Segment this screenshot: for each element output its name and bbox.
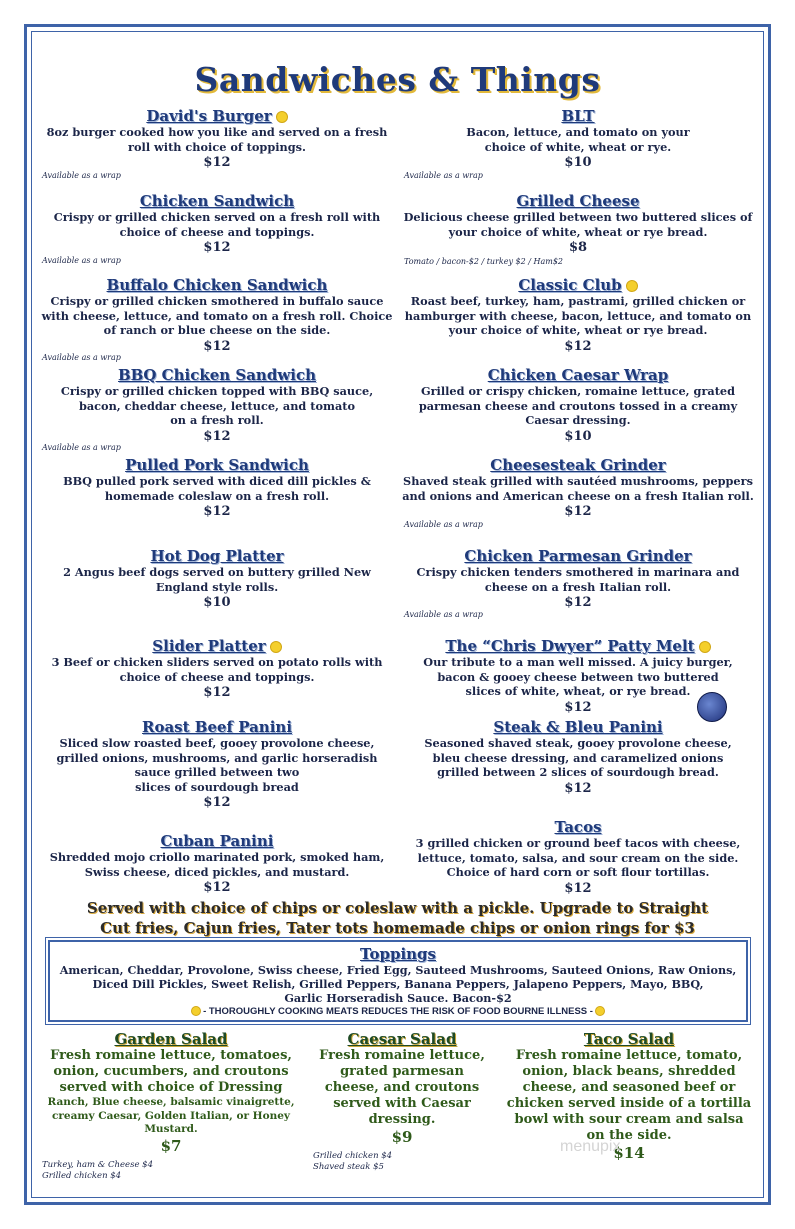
description-line: 8oz burger cooked how you like and served on a fresh <box>46 125 388 139</box>
star-icon <box>270 641 282 653</box>
menu-item <box>36 455 398 520</box>
toppings-box <box>48 940 748 1022</box>
item-price: $12 <box>564 595 592 610</box>
item-price: $10 <box>564 155 592 170</box>
item-name: BBQ Chicken Sandwich <box>118 366 316 384</box>
description-line: Crispy or grilled chicken served on a fresh roll with <box>53 210 381 224</box>
description-line: bacon & gooey cheese between two buttered <box>437 669 719 684</box>
description-line: grated parmesan <box>340 1064 464 1079</box>
toppings-line: Diced Dill Pickles, Sweet Relish, Grilled Peppers, Banana Peppers, Jalapeno Peppers, Mayo, BBQ, <box>92 977 704 991</box>
description-line: bacon, cheddar cheese, lettuce, and tomato <box>78 398 356 413</box>
item-name: Chicken Sandwich <box>139 192 295 210</box>
description-line: your choice of white, wheat or rye bread. <box>448 323 708 337</box>
dressing-line: creamy Caesar, Golden Italian, or Honey <box>51 1109 290 1122</box>
salad-description <box>500 1048 758 1144</box>
description-line: Fresh romaine lettuce, tomatoes, <box>50 1048 292 1063</box>
salad-price: $9 <box>391 1128 413 1146</box>
item-price: $12 <box>564 504 592 519</box>
description-line: chicken served inside of a tortilla <box>506 1096 752 1111</box>
item-price: $12 <box>564 338 592 354</box>
description-line: Seasoned shaved steak, gooey provolone cheese, <box>424 736 732 750</box>
warning-text: - THOROUGHLY COOKING MEATS REDUCES THE RISK OF FOOD BOURNE ILLNESS - <box>203 1006 593 1017</box>
description-line: BBQ pulled pork served with diced dill pickles & <box>63 474 371 488</box>
description-line: hamburger with cheese, bacon, lettuce, and tomato on <box>404 308 752 323</box>
salad-item <box>304 1030 500 1146</box>
description-line: choice of cheese and toppings. <box>119 224 315 239</box>
item-description <box>36 384 398 428</box>
description-line: Our tribute to a man well missed. A juicy burger, <box>423 655 733 669</box>
item-description <box>400 836 756 880</box>
salad-addon-note: Grilled chicken $4 <box>313 1151 393 1161</box>
item-name: Chicken Parmesan Grinder <box>464 547 692 565</box>
description-line: Caesar dressing. <box>525 413 631 427</box>
dressing-line: Mustard. <box>144 1123 198 1135</box>
item-name: Classic Club <box>518 276 622 294</box>
item-description <box>400 565 756 594</box>
description-line: Choice of hard corn or soft flour tortillas. <box>446 865 710 879</box>
item-note: Tomato / bacon-$2 / turkey $2 / Ham$2 <box>404 257 564 266</box>
item-price: $12 <box>203 338 231 354</box>
item-description <box>400 474 756 503</box>
menu-item <box>400 365 756 445</box>
description-line: Fresh romaine lettuce, <box>319 1048 485 1063</box>
description-line: served with Caesar <box>333 1096 471 1111</box>
description-line: on a fresh roll. <box>170 413 264 427</box>
description-line: onion, cucumbers, and croutons <box>53 1064 289 1079</box>
menu-item <box>36 831 398 896</box>
item-name: David's Burger <box>146 107 272 125</box>
description-line: Roast beef, turkey, ham, pastrami, grilled chicken or <box>410 294 746 308</box>
item-name: Pulled Pork Sandwich <box>125 456 309 474</box>
menu-item <box>400 817 756 897</box>
star-icon <box>191 1006 201 1016</box>
menu-item <box>36 546 398 611</box>
item-name: Buffalo Chicken Sandwich <box>106 276 328 294</box>
description-line: 2 Angus beef dogs served on buttery grilled New <box>63 565 371 579</box>
item-name: Cheesesteak Grinder <box>490 456 666 474</box>
item-price: $10 <box>564 428 592 444</box>
description-line: served with choice of Dressing <box>59 1080 283 1095</box>
toppings-line: American, Cheddar, Provolone, Swiss cheese, Fried Egg, Sauteed Mushrooms, Sauteed Onions, Raw Onions, <box>59 963 737 977</box>
menu-item <box>36 275 398 355</box>
item-price: $10 <box>203 595 231 610</box>
star-icon <box>626 280 638 292</box>
item-note: Available as a wrap <box>42 353 121 362</box>
salad-addon-note: Grilled chicken $4 <box>42 1171 122 1181</box>
menu-item <box>400 275 756 355</box>
menu-item <box>36 106 398 171</box>
description-line: and onions and American cheese on a fresh Italian roll. <box>402 488 754 503</box>
star-icon <box>276 111 288 123</box>
description-line: Grilled or crispy chicken, romaine lettuce, grated <box>420 384 736 398</box>
item-name: Hot Dog Platter <box>150 547 284 565</box>
item-description <box>400 125 756 154</box>
description-line: Crispy chicken tenders smothered in marinara and <box>416 565 740 579</box>
menu-item <box>400 191 756 256</box>
toppings-list <box>50 963 746 1005</box>
item-price: $12 <box>564 699 592 715</box>
description-line: choice of cheese and toppings. <box>119 669 315 684</box>
description-line: Delicious cheese grilled between two buttered slices of <box>403 210 753 224</box>
description-line: of ranch or blue cheese on the side. <box>103 323 331 337</box>
description-line: Swiss cheese, diced pickles, and mustard. <box>84 864 350 879</box>
dressing-line: Ranch, Blue cheese, balsamic vinaigrette, <box>47 1096 295 1108</box>
item-note: Available as a wrap <box>404 171 483 180</box>
menu-item <box>36 717 398 811</box>
description-line: grilled onions, mushrooms, and garlic horseradish <box>56 750 378 765</box>
star-icon <box>595 1006 605 1016</box>
item-name: The “Chris Dwyer” Patty Melt <box>445 637 695 655</box>
description-line: Sliced slow roasted beef, gooey provolone cheese, <box>59 736 375 750</box>
item-description <box>400 736 756 780</box>
description-line: cheese on a fresh Italian roll. <box>484 579 672 594</box>
tribute-badge-icon <box>697 692 727 722</box>
description-line: Fresh romaine lettuce, tomato, <box>515 1048 743 1063</box>
description-line: 3 Beef or chicken sliders served on potato rolls with <box>51 655 383 669</box>
menu-item <box>36 191 398 256</box>
item-price: $12 <box>203 795 231 810</box>
description-line: Shredded mojo criollo marinated pork, smoked ham, <box>49 850 385 864</box>
description-line: onion, black beans, shredded <box>522 1064 736 1079</box>
item-description <box>400 210 756 239</box>
item-price: $12 <box>203 428 231 444</box>
description-line: slices of white, wheat, or rye bread. <box>465 684 691 698</box>
dressing-options <box>36 1096 306 1137</box>
item-price: $12 <box>203 880 231 895</box>
salad-description <box>36 1048 306 1096</box>
description-line: with cheese, lettuce, and tomato on a fresh roll. Choice <box>41 308 393 323</box>
description-line: parmesan cheese and croutons tossed in a creamy <box>418 398 738 413</box>
item-description <box>400 384 756 428</box>
description-line: Crispy or grilled chicken topped with BBQ sauce, <box>60 384 374 398</box>
item-description <box>36 565 398 594</box>
menu-item <box>36 365 398 445</box>
item-name: Steak & Bleu Panini <box>493 718 663 736</box>
item-description <box>36 474 398 503</box>
salad-price: $7 <box>160 1136 182 1155</box>
item-name: Chicken Caesar Wrap <box>487 366 669 384</box>
item-price: $8 <box>568 240 588 255</box>
description-line: England style rolls. <box>155 579 279 594</box>
salad-name: Garden Salad <box>114 1030 228 1048</box>
item-price: $12 <box>203 504 231 519</box>
description-line: lettuce, tomato, salsa, and sour cream on the side. <box>417 850 739 865</box>
item-description <box>36 850 398 879</box>
item-note: Available as a wrap <box>42 256 121 265</box>
menu-item <box>400 717 756 797</box>
sides-note <box>40 898 755 938</box>
description-line: choice of white, wheat or rye. <box>484 139 672 154</box>
item-description <box>36 736 398 794</box>
item-note: Available as a wrap <box>404 520 483 529</box>
description-line: bleu cheese dressing, and caramelized onions <box>432 750 724 765</box>
salad-item <box>500 1030 758 1162</box>
description-line: cheese, and seasoned beef or <box>522 1080 736 1095</box>
toppings-line: Garlic Horseradish Sauce. Bacon-$2 <box>284 991 512 1005</box>
watermark: menupix <box>560 1138 621 1155</box>
description-line: cheese, and croutons <box>324 1080 480 1095</box>
description-line: on the side. <box>586 1128 672 1143</box>
salad-addon-note: Shaved steak $5 <box>313 1162 384 1172</box>
item-name: Slider Platter <box>152 637 266 655</box>
item-description <box>400 655 756 699</box>
description-line: Bacon, lettuce, and tomato on your <box>466 125 690 139</box>
salad-item <box>36 1030 306 1155</box>
description-line: Shaved steak grilled with sautéed mushrooms, peppers <box>403 474 753 488</box>
description-line: bowl with sour cream and salsa <box>514 1112 744 1127</box>
item-name: Cuban Panini <box>160 832 274 850</box>
toppings-title: Toppings <box>360 945 436 963</box>
menu-item <box>400 455 756 520</box>
salad-name: Taco Salad <box>583 1030 675 1048</box>
item-note: Available as a wrap <box>42 443 121 452</box>
item-name: BLT <box>561 107 595 125</box>
description-line: dressing. <box>368 1112 436 1127</box>
page-title: Sandwiches & Things <box>194 60 601 99</box>
salad-price: $14 <box>613 1144 645 1162</box>
item-name: Tacos <box>554 818 602 836</box>
item-name: Roast Beef Panini <box>141 718 293 736</box>
description-line: 3 grilled chicken or ground beef tacos with cheese, <box>415 836 741 850</box>
item-description <box>36 655 398 684</box>
salad-name: Caesar Salad <box>347 1030 457 1048</box>
description-line: Crispy or grilled chicken smothered in buffalo sauce <box>50 294 384 308</box>
menu-item <box>36 636 398 701</box>
item-note: Available as a wrap <box>404 610 483 619</box>
item-name: Grilled Cheese <box>516 192 640 210</box>
description-line: sauce grilled between two <box>134 765 300 779</box>
item-description <box>36 294 398 338</box>
description-line: your choice of white, wheat or rye bread. <box>448 224 708 239</box>
star-icon <box>699 641 711 653</box>
item-price: $12 <box>564 780 592 796</box>
salad-description <box>304 1048 500 1128</box>
sides-line-1: Served with choice of chips or coleslaw with a pickle. Upgrade to Straight <box>86 899 709 917</box>
description-line: slices of sourdough bread <box>135 779 299 794</box>
description-line: grilled between 2 slices of sourdough bread. <box>437 765 719 779</box>
food-safety-warning <box>50 1005 746 1019</box>
sides-line-2: Cut fries, Cajun fries, Tater tots homemade chips or onion rings for $3 <box>100 919 695 937</box>
item-price: $12 <box>203 685 231 700</box>
item-price: $12 <box>203 240 231 255</box>
menu-item <box>400 546 756 611</box>
item-description <box>36 210 398 239</box>
item-price: $12 <box>564 880 592 896</box>
description-line: roll with choice of toppings. <box>128 139 306 154</box>
item-price: $12 <box>203 155 231 170</box>
description-line: homemade coleslaw on a fresh roll. <box>104 488 330 503</box>
menu-item <box>400 106 756 171</box>
item-description <box>400 294 756 338</box>
salad-addon-note: Turkey, ham & Cheese $4 <box>42 1160 153 1170</box>
item-description <box>36 125 398 154</box>
item-note: Available as a wrap <box>42 171 121 180</box>
